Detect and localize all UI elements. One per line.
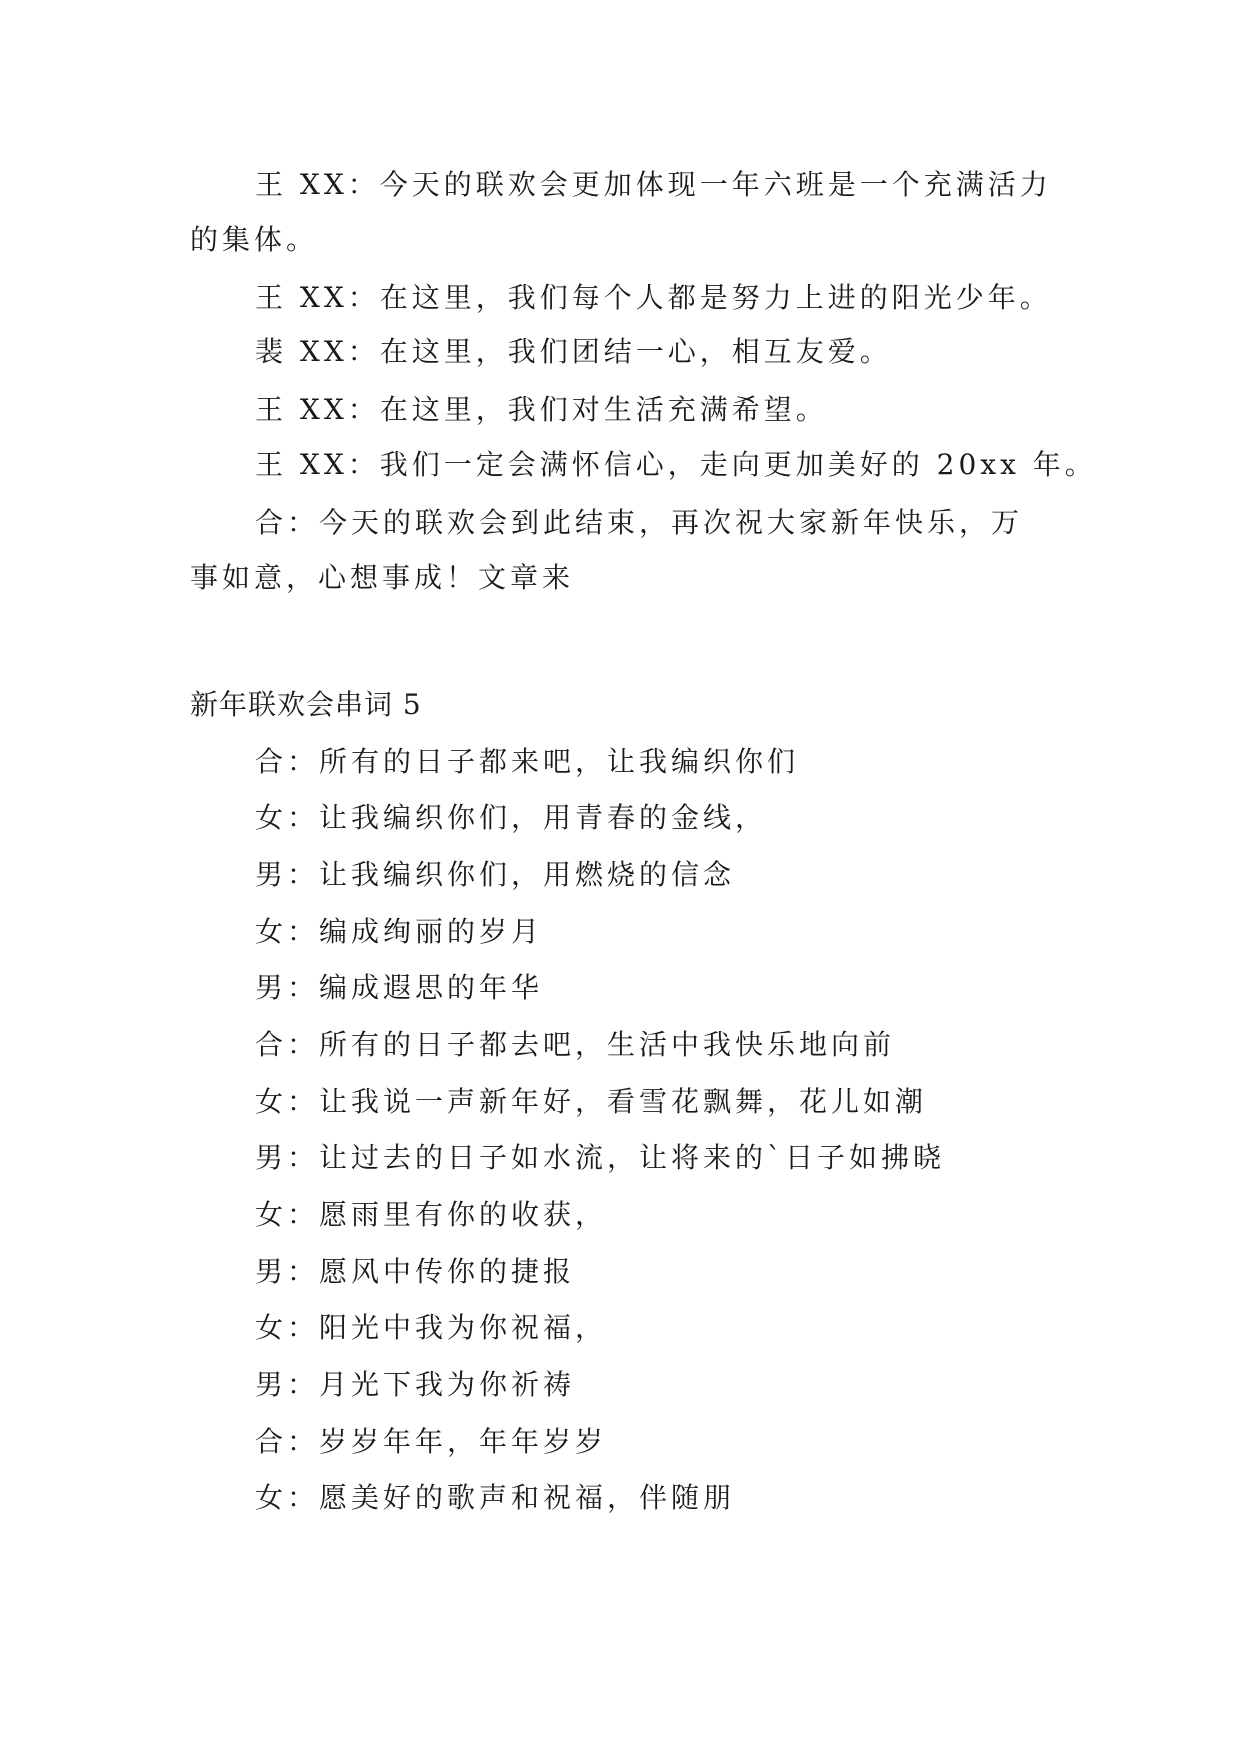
paragraph-line: 王 XX：今天的联欢会更加体现一年六班是一个充满活力 <box>255 168 1052 201</box>
paragraph-line: 女：让我编织你们，用青春的金线， <box>255 801 768 834</box>
paragraph-line: 王 XX：在这里，我们每个人都是努力上进的阳光少年。 <box>255 281 1052 314</box>
paragraph-line: 女：阳光中我为你祝福， <box>255 1311 608 1344</box>
paragraph-line: 男：愿风中传你的捷报 <box>255 1255 576 1288</box>
paragraph-line: 男：让过去的日子如水流，让将来的`日子如拂晓 <box>255 1141 946 1174</box>
paragraph-line: 裴 XX：在这里，我们团结一心，相互友爱。 <box>255 335 892 368</box>
section-heading: 新年联欢会串词 5 <box>190 688 422 721</box>
paragraph-line: 王 XX：在这里，我们对生活充满希望。 <box>255 393 828 426</box>
paragraph-line: 男：编成遐思的年华 <box>255 971 544 1004</box>
paragraph-line: 女：编成绚丽的岁月 <box>255 915 544 948</box>
paragraph-line: 合：所有的日子都来吧，让我编织你们 <box>255 745 800 778</box>
paragraph-line: 男：月光下我为你祈祷 <box>255 1368 576 1401</box>
paragraph-line: 的集体。 <box>190 223 319 256</box>
paragraph-line: 合：今天的联欢会到此结束，再次祝大家新年快乐，万 <box>255 506 1024 539</box>
paragraph-line: 王 XX：我们一定会满怀信心，走向更加美好的 20xx 年。 <box>255 448 1097 481</box>
paragraph-line: 男：让我编织你们，用燃烧的信念 <box>255 858 736 891</box>
paragraph-line: 女：愿雨里有你的收获， <box>255 1198 608 1231</box>
paragraph-line: 女：让我说一声新年好，看雪花飘舞，花儿如潮 <box>255 1085 928 1118</box>
paragraph-line: 事如意，心想事成！文章来 <box>190 561 575 594</box>
paragraph-line: 女：愿美好的歌声和祝福，伴随朋 <box>255 1481 736 1514</box>
paragraph-line: 合：岁岁年年，年年岁岁 <box>255 1425 608 1458</box>
paragraph-line: 合：所有的日子都去吧，生活中我快乐地向前 <box>255 1028 896 1061</box>
